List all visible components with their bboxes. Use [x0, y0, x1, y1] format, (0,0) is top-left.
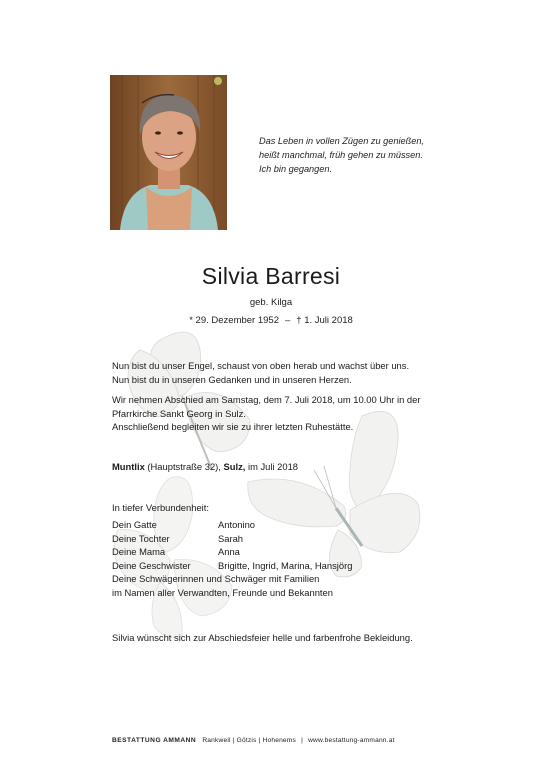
paragraph-line: Anschließend begleiten wir sie zu ihrer letzten Ruhestätte.: [112, 421, 354, 432]
quote-line-2: heißt manchmal, früh gehen zu müssen.: [259, 150, 423, 160]
relative-names: Sarah: [218, 532, 244, 544]
paragraph-line: Nun bist du in unseren Gedanken und in unseren Herzen.: [112, 373, 352, 385]
deceased-name: Silvia Barresi: [201, 263, 341, 289]
relative-role: Deine Schwägerinnen und Schwäger mit Familien: [112, 573, 320, 584]
relative-row: [112, 518, 352, 532]
company-website[interactable]: www.bestattung-ammann.at: [308, 737, 395, 744]
footer: BESTATTUNG AMMANN Rankweil | Götzis | Hohenems | www.bestattung-ammann.at: [112, 737, 395, 744]
relative-names: Brigitte, Ingrid, Marina, Hansjörg: [218, 559, 353, 571]
dress-note: Silvia wünscht sich zur Abschiedsfeier helle und farbenfrohe Bekleidung.: [112, 632, 413, 643]
mourning-intro: In tiefer Verbundenheit:: [112, 502, 209, 513]
death-date: † 1. Juli 2018: [296, 315, 353, 326]
place-town-1: Muntlix: [112, 461, 145, 472]
relative-row: [112, 559, 352, 573]
place-date-line: [112, 460, 298, 474]
relative-row: [112, 545, 352, 559]
relative-role: Dein Gatte: [112, 519, 157, 530]
paragraph-angel: [112, 359, 409, 386]
relative-role: Deine Tochter: [112, 532, 170, 544]
place-date: im Juli 2018: [245, 461, 299, 472]
relatives-list: [112, 518, 352, 586]
all-relatives-line: im Namen aller Verwandten, Freunde und Bekannten: [112, 587, 333, 598]
relative-names: Anna: [218, 546, 240, 557]
paragraph-line: Wir nehmen Abschied am Samstag, dem 7. Juli 2018, um 10.00 Uhr in der: [112, 394, 421, 405]
relative-role: Deine Mama: [112, 546, 166, 557]
place-town-2: Sulz,: [223, 461, 246, 472]
birth-date: * 29. Dezember 1952: [189, 315, 279, 326]
portrait-photo: [110, 75, 227, 230]
quote-line-3: Ich bin gegangen.: [259, 164, 333, 174]
maiden-name: geb. Kilga: [249, 297, 293, 308]
relative-names: Antonino: [218, 519, 256, 530]
company-name: BESTATTUNG AMMANN: [112, 737, 197, 744]
paragraph-farewell: [112, 393, 421, 434]
quote: [259, 134, 459, 176]
paragraph-line: Nun bist du unser Engel, schaust von oben herab und wachst über uns.: [112, 360, 410, 371]
relative-row: [112, 532, 352, 546]
quote-line-1: Das Leben in vollen Zügen zu genießen,: [259, 136, 424, 146]
relative-row: [112, 572, 352, 586]
company-locations: Rankweil | Götzis | Hohenems: [202, 737, 296, 744]
paragraph-line: Pfarrkirche Sankt Georg in Sulz.: [112, 407, 246, 419]
relative-role: Deine Geschwister: [112, 559, 191, 571]
date-dash: –: [284, 315, 291, 326]
place-address: (Hauptstraße 32),: [144, 461, 224, 472]
